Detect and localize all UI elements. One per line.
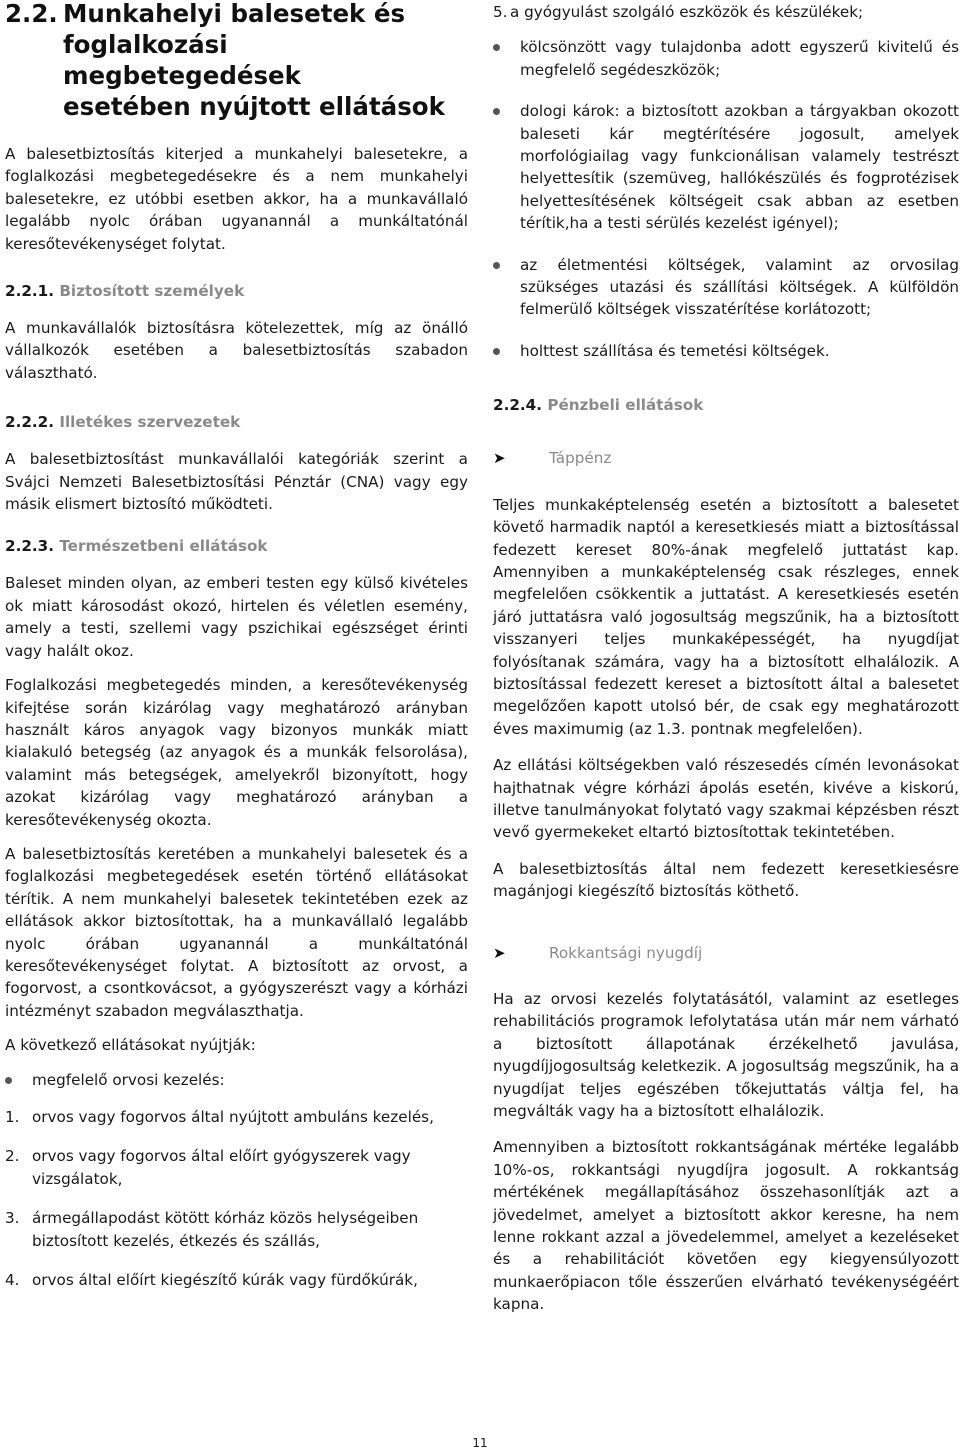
paragraph-benefits-intro: A következő ellátásokat nyújtják: — [5, 1036, 256, 1055]
list-item: holttest szállítása és temetési költségek. — [493, 340, 959, 362]
list-item: 1. orvos vagy fogorvos által nyújtott ambuláns kezelés, — [5, 1108, 434, 1126]
heading-2-2-4: 2.2.4. Pénzbeli ellátások — [493, 396, 704, 415]
paragraph-occupational-disease: Foglalkozási megbetegedés minden, a keresőtevékenység kifejtése során kizárólag vagy meghatározó arányban használt káros anyagok vagy bizonyos munkák miatt kialakuló betegség (az anyagok és a munkák felsorolása), valamint más betegségek, amelyekről bizonyított, hogy azokat kizárólag vagy meghatározó arányban a keresőtevékenység okozta. — [5, 676, 468, 829]
left-column — [5, 0, 468, 1291]
right-column — [493, 0, 959, 1316]
arrow-bullet-icon: ➤ — [493, 449, 506, 468]
list-item: megfelelő orvosi kezelés: — [5, 1069, 468, 1091]
treatment-numbered-list — [5, 1106, 468, 1291]
heading-2-2-1: 2.2.1. Biztosított személyek — [5, 282, 245, 301]
list-item: az életmentési költségek, valamint az orvosilag szükséges utazási és szállítási költségek. A külföldön felmerülő költségek visszatérítése korlátozott; — [493, 254, 959, 321]
paragraph-sick-pay: Teljes munkaképtelenség esetén a biztosított a balesetet követő harmadik naptól a keresetkiesés miatt a biztosítással fedezett kereset 80%-ának megfelelő juttatást kap. Amennyiben a munkaképtelenség csak részleges, ennek megfelelően csökkentik a juttatást. A keresetkiesés esetén járó juttatásra való jogosultság megszűnik, ha a biztosított visszanyeri teljes munkaképességét, ha nyugdíjat folyósítanak számára, vagy ha a biztosított elhalálozik. A biztosítással fedezett kereset a biztosított által a balesetet megelőzően kapott utolsó bér, de csak egy meghatározott éves maximumig (az 1.3. pontnak megfelelően). — [493, 495, 959, 738]
subheading-sick-pay: ➤ Táppénz — [493, 447, 959, 469]
medical-treatment-bullet — [5, 1069, 468, 1091]
list-item: dologi károk: a biztosított azokban a tárgyakban okozott baleseti kár megtérítésére jogosult, amelyek morfológiailag vagy funkcionálisan valamely testrészt helyettesítik (szemüveg, hallókészülés és fogprotézisek helyettesítésének költségeit csak abban az esetben térítik,ha a testi sérülés kezelést igényel); — [493, 100, 959, 234]
paragraph-disability-degree: Amennyiben a biztosított rokkantságának mértéke legalább 10%-os, rokkantsági nyugdíjra jogosult. A rokkantság mértékének megállapításához összehasonlítják azt a jövedelmet, amelyet a biztosított akkor keresne, ha nem lenne rokkant azzal a jövedelemmel, amelyet a kezeléseket és a rehabilitációt követően egy kiegyensúlyozott munkaerőpiacon tőle ésszerűen elvárható tevékenységéért kapna. — [493, 1138, 959, 1314]
paragraph-coverage: A balesetbiztosítás keretében a munkahelyi balesetek és a foglalkozási megbetegedések esetén történő ellátásokat térítik. A nem munkahelyi balesetek tekintetében ezek az ellátások akkor biztosítottak, ha a munkavállaló legalább nyolc órában ugyanannál a munkáltatónál keresőtevékenységet folytat. A biztosított az orvost, a fogorvost, a csontkovácsot, a gyógyszerészt vagy a kórházi intézményt szabadon megválaszthatja. — [5, 844, 468, 1020]
treatment-numbered-list-continued — [493, 1, 959, 23]
section-title: 2.2. Munkahelyi balesetek és foglalkozási megbetegedések esetében nyújtott ellátások — [5, 0, 445, 121]
list-item: 2. orvos vagy fogorvos által előírt gyógyszerek vagy vizsgálatok, — [5, 1147, 411, 1188]
paragraph-accident-definition: Baleset minden olyan, az emberi testen egy külső kivételes ok miatt károsodást okozó, hirtelen és véletlen esemény, amely a testi, szellemi vagy pszichikai egészséget érinti vagy halált okoz. — [5, 574, 468, 660]
bullet-icon — [493, 348, 500, 355]
page-number: 11 — [472, 1436, 488, 1450]
paragraph-2-2-1: A munkavállalók biztosításra kötelezettek, míg az önálló vállalkozók esetében a balesetbiztosítás szabadon választható. — [5, 319, 468, 382]
paragraph-pension-eligibility: Ha az orvosi kezelés folytatásától, valamint az esetleges rehabilitációs programok lefolytatása után már nem várható a biztosított állapotának érzékelhető javulása, nyugdíjjogosultság keletkezik. A jogosultság megszűnik, ha a nyugdíjat teljes egészében tőkejuttatás váltja fel, ha megválták vagy ha a biztosított elhalálozik. — [493, 990, 959, 1121]
bullet-icon — [5, 1077, 12, 1084]
section-intro: A balesetbiztosítás kiterjed a munkahelyi balesetekre, a foglalkozási megbetegedésekre és a nem munkahelyi balesetekre, ez utóbbi esetben akkor, ha a munkavállaló legalább nyolc órában ugyanannál a munkáltatónál keresőtevékenységet folytat. — [5, 145, 468, 253]
list-item: 5. a gyógyulást szolgáló eszközök és készülékek; — [493, 3, 864, 21]
paragraph-cost-sharing: Az ellátási költségekben való részesedés címén levonásokat hajthatnak végre kórházi ápolás esetén, kivéve a kiskorú, illetve tanulmányokat folytató vagy szakmai képzésben részt vevő gyermekeket eltartó biztosítottak tekintetében. — [493, 756, 959, 842]
bullet-icon — [493, 44, 500, 51]
bullet-icon — [493, 108, 500, 115]
paragraph-private-insurance: A balesetbiztosítás által nem fedezett keresetkiesésre magánjogi kiegészítő biztosítás köthető. — [493, 859, 959, 901]
heading-2-2-3: 2.2.3. Természetbeni ellátások — [5, 537, 268, 556]
section-number: 2.2. — [5, 0, 58, 28]
benefits-bullet-list — [493, 36, 959, 362]
heading-2-2-2: 2.2.2. Illetékes szervezetek — [5, 413, 241, 432]
paragraph-2-2-2: A balesetbiztosítást munkavállalói kategóriák szerint a Svájci Nemzeti Balesetbiztosítási Pénztár (CNA) vagy egy másik elismert biztosító működteti. — [5, 450, 468, 514]
subheading-disability-pension: ➤ Rokkantsági nyugdíj — [493, 942, 959, 964]
bullet-icon — [493, 262, 500, 269]
list-item: 4. orvos által előírt kiegészítő kúrák vagy fürdőkúrák, — [5, 1271, 418, 1290]
arrow-bullet-icon: ➤ — [493, 943, 506, 962]
list-item: 3. ármegállapodást kötött kórház közös helységeiben biztosított kezelés, étkezés és szállás, — [5, 1209, 419, 1250]
list-item: kölcsönzött vagy tulajdonba adott egyszerű kivitelű és megfelelő segédeszközök; — [493, 36, 959, 81]
